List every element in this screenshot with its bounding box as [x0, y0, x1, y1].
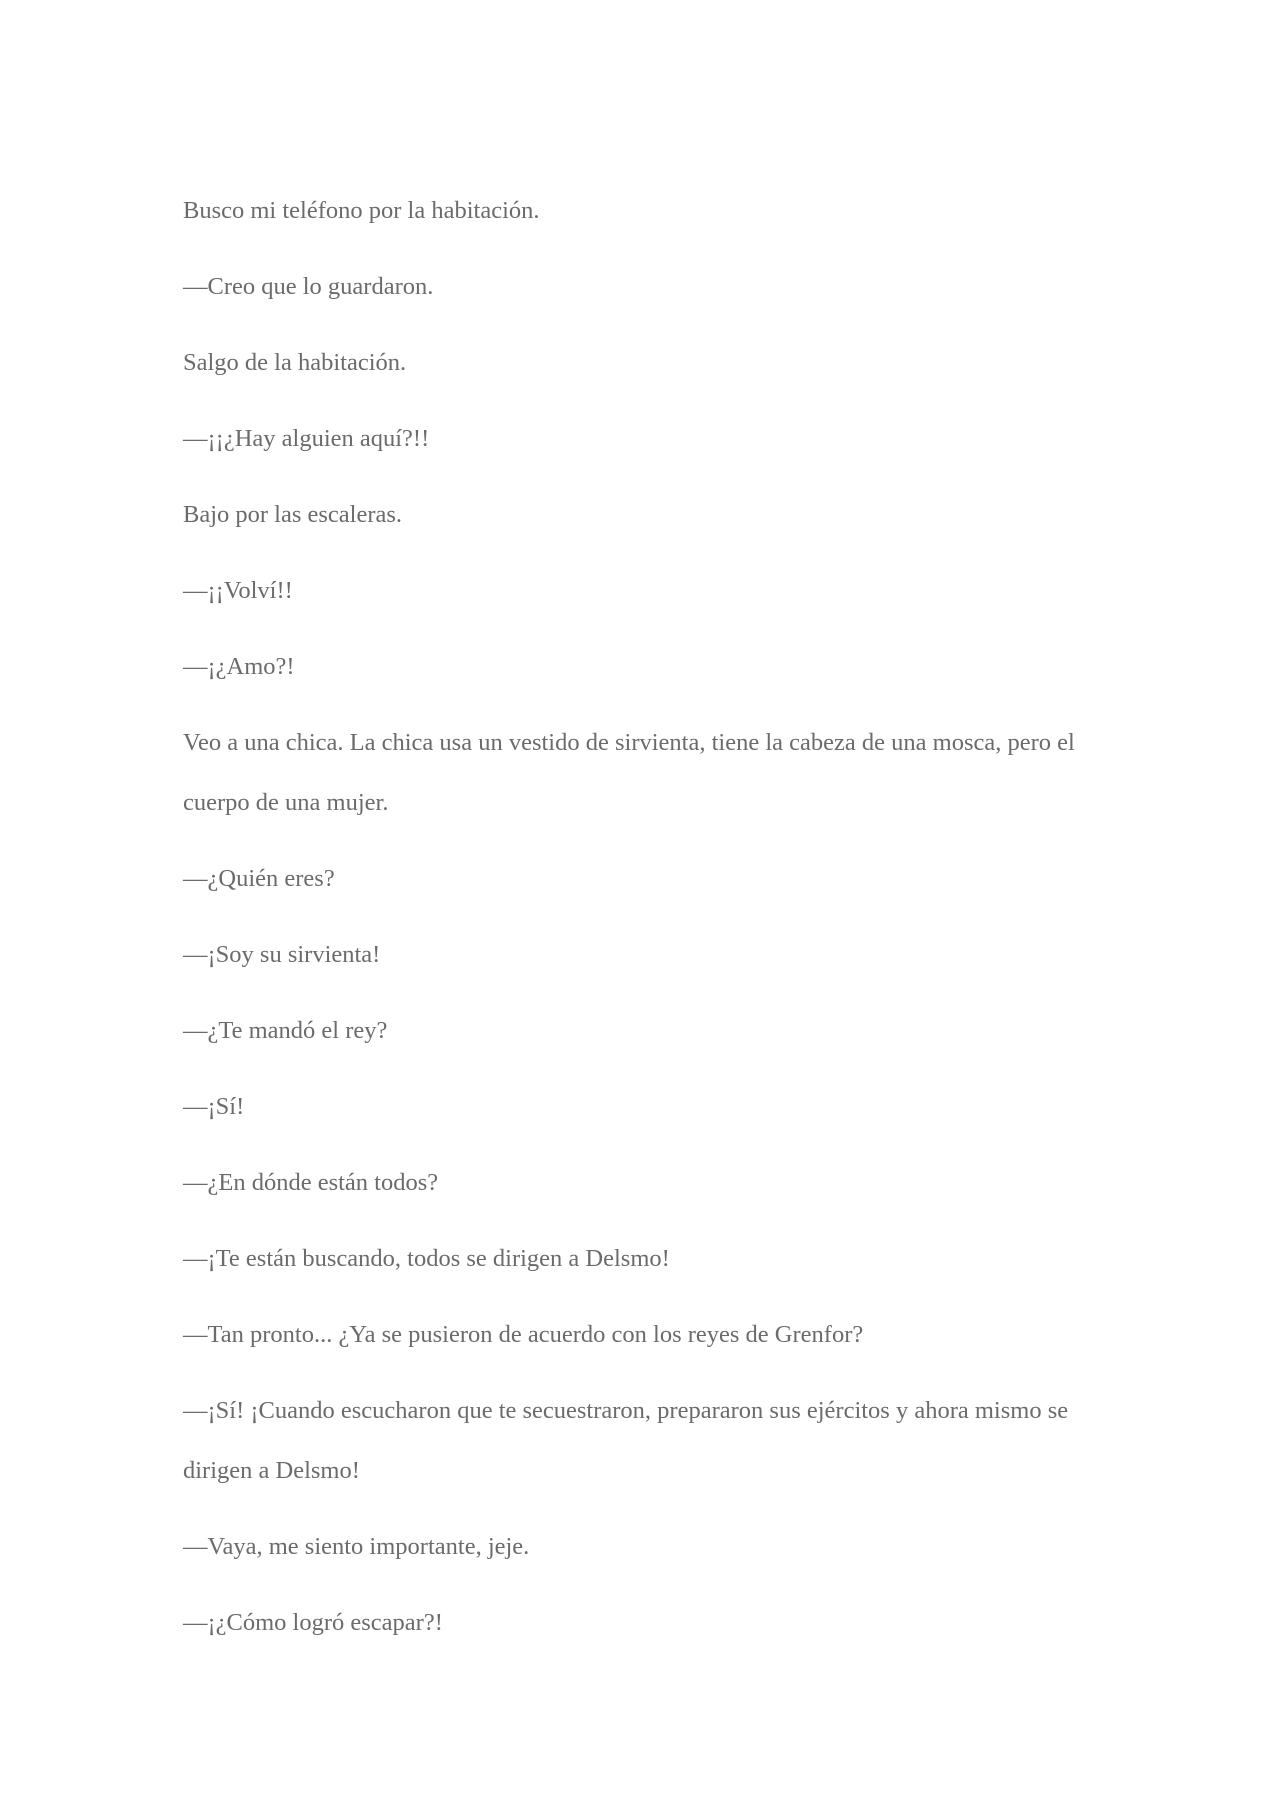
paragraph: —¡¡Volví!! — [183, 577, 293, 604]
paragraph: Veo a una chica. La chica usa un vestido de sirvienta, tiene la cabeza de una mosca, pero el cuerpo de una mujer. — [183, 729, 1075, 816]
paragraph: —¡Soy su sirvienta! — [183, 941, 381, 968]
document-body — [183, 181, 1103, 1669]
paragraph: —¡¿Amo?! — [183, 653, 295, 680]
paragraph: —Creo que lo guardaron. — [183, 273, 434, 300]
paragraph: Busco mi teléfono por la habitación. — [183, 197, 540, 224]
paragraph: Bajo por las escaleras. — [183, 501, 403, 528]
paragraph: —¡Te están buscando, todos se dirigen a Delsmo! — [183, 1245, 670, 1272]
paragraph: —Tan pronto... ¿Ya se pusieron de acuerdo con los reyes de Grenfor? — [183, 1321, 864, 1348]
paragraph: Salgo de la habitación. — [183, 349, 407, 376]
paragraph: —¿Quién eres? — [183, 865, 335, 892]
paragraph: —¿Te mandó el rey? — [183, 1017, 388, 1044]
paragraph: —¡Sí! — [183, 1093, 245, 1120]
paragraph: —¡¡¿Hay alguien aquí?!! — [183, 425, 430, 452]
paragraph: —¿En dónde están todos? — [183, 1169, 439, 1196]
paragraph: —¡¿Cómo logró escapar?! — [183, 1609, 443, 1636]
paragraph: —¡Sí! ¡Cuando escucharon que te secuestraron, prepararon sus ejércitos y ahora mismo se dirigen a Delsmo! — [183, 1397, 1069, 1484]
paragraph: —Vaya, me siento importante, jeje. — [183, 1533, 530, 1560]
